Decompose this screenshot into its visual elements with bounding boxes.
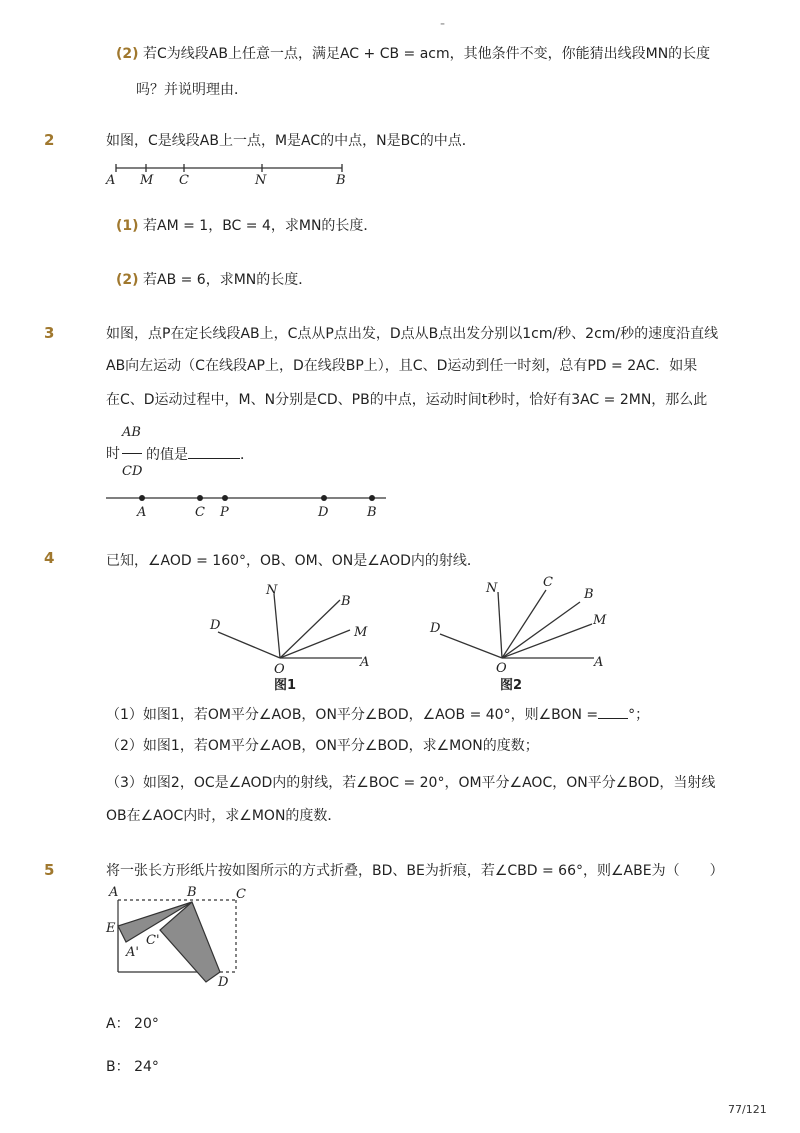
q5-label-c: C: [236, 887, 246, 902]
q3-fraction-bar: [122, 453, 142, 454]
q5-label-d: D: [218, 975, 229, 990]
q2-label-m: M: [140, 173, 154, 188]
q5-stem: [106, 861, 724, 881]
q4-f2-label-a: A: [594, 655, 604, 670]
q4-figure-1: [200, 578, 390, 694]
q2-label-c: C: [179, 173, 189, 188]
q3-line4-b: [146, 444, 254, 465]
q4-f2-ray-oc: [502, 590, 546, 658]
q5-option-a[interactable]: [106, 1013, 159, 1033]
q5-option-b[interactable]: [106, 1056, 159, 1076]
q4-f1-label-d: D: [210, 618, 221, 633]
q3-number: 3: [44, 324, 55, 342]
q5-label-a: A: [109, 885, 119, 900]
q2-label-n: N: [255, 173, 267, 188]
q5-option-a-letter: A：: [106, 1016, 130, 1032]
q4-f1-caption: 图1: [274, 678, 297, 693]
q3-point-c: [197, 495, 203, 501]
q2-label-a: A: [106, 173, 116, 188]
q4-sub2: （2）如图1，若OM平分∠AOB，ON平分∠BOD，求∠MON的度数；: [106, 738, 539, 754]
q4-f1-ray-od: [218, 632, 280, 658]
q4-f2-ray-od: [440, 634, 502, 658]
q3-label-p: P: [220, 505, 229, 520]
q1-sub2-line1: [116, 44, 710, 64]
q3-point-d: [321, 495, 327, 501]
q5-option-b-value: 24°: [134, 1059, 159, 1075]
q3-fraction-numerator: AB: [122, 425, 141, 440]
q4-f2-label-o: O: [496, 661, 507, 676]
q4-f2-label-d: D: [430, 621, 441, 636]
header-dash: -: [440, 16, 446, 32]
q3-label-d: D: [318, 505, 329, 520]
q3-label-c: C: [195, 505, 205, 520]
q5-label-a-prime: A': [126, 945, 139, 960]
q1-sub2-text: 若C为线段AB上任意一点，满足AC + CB = acm，其他条件不变，你能猜出线段MN的长度: [143, 46, 711, 62]
q4-f2-ray-ob: [502, 602, 580, 658]
q4-sub1-end: °；: [628, 707, 650, 723]
q5-option-a-value: 20°: [134, 1016, 159, 1032]
q4-f1-label-b: B: [341, 594, 351, 609]
q5-label-b: B: [187, 885, 197, 900]
q4-f2-ray-om: [502, 624, 592, 658]
q3-line3: 在C、D运动过程中，M、N分别是CD、PB的中点，运动时间t秒时，恰好有3AC = 2MN，那么此: [106, 392, 708, 408]
q5-stem-text: 将一张长方形纸片按如图所示的方式折叠，BD、BE为折痕，若∠CBD = 66°，则∠ABE为（: [106, 863, 680, 879]
q4-sub1-blank: [598, 704, 628, 719]
q2-sub1-text: 若AM = 1，BC = 4，求MN的长度．: [143, 218, 378, 234]
q4-sub3-line1: （3）如图2，OC是∠AOD内的射线，若∠BOC = 20°，OM平分∠AOC，ON平分∠BOD，当射线: [106, 775, 716, 791]
q2-sub2-text: 若AB = 6，求MN的长度．: [143, 272, 313, 288]
q5-label-e: E: [106, 921, 116, 936]
q5-fold-figure: [100, 880, 260, 992]
q1-sub2-line2: 吗？并说明理由．: [136, 82, 248, 98]
q3-line4-text: 的值是: [146, 447, 188, 463]
q4-sub1: [106, 704, 649, 725]
q4-f2-label-c: C: [543, 575, 553, 590]
q3-line1: 如图，点P在定长线段AB上，C点从P点出发，D点从B点出发分别以1cm/秒、2cm/秒的速度沿直线: [106, 326, 719, 342]
q3-label-a: A: [137, 505, 147, 520]
q3-answer-blank: [188, 444, 240, 459]
q4-f1-label-n: N: [266, 583, 278, 598]
q4-f1-ray-on: [274, 594, 280, 658]
q5-stem-end: ）: [709, 863, 724, 879]
q1-sub2-number: (2): [116, 46, 139, 62]
q5-label-c-prime: C': [146, 933, 160, 948]
q4-f1-label-a: A: [360, 655, 370, 670]
q4-figure-2: [422, 572, 622, 694]
q4-f2-label-n: N: [486, 581, 498, 596]
q5-option-b-letter: B：: [106, 1059, 130, 1075]
q2-number: 2: [44, 131, 55, 149]
q4-f2-ray-on: [498, 592, 502, 658]
q3-line-figure: [100, 488, 400, 522]
q4-number: 4: [44, 549, 55, 567]
q3-label-b: B: [367, 505, 377, 520]
q2-label-b: B: [336, 173, 346, 188]
q3-point-b: [369, 495, 375, 501]
q4-f1-label-o: O: [274, 662, 285, 677]
q4-f1-label-m: M: [354, 625, 368, 640]
q4-sub3-line2: OB在∠AOC内时，求∠MON的度数．: [106, 808, 342, 824]
q4-sub1-text: （1）如图1，若OM平分∠AOB，ON平分∠BOD，∠AOB = 40°，则∠BON =: [106, 707, 599, 723]
q5-number: 5: [44, 861, 55, 879]
q3-line4-end: ．: [240, 447, 254, 463]
q2-sub2-number: (2): [116, 272, 139, 288]
q4-stem: 已知，∠AOD = 160°，OB、OM、ON是∠AOD内的射线．: [106, 553, 481, 569]
q3-line4-a: 时: [106, 446, 120, 462]
q2-sub1: [116, 216, 377, 236]
q4-f2-caption: 图2: [500, 678, 523, 693]
q4-f2-label-m: M: [593, 613, 607, 628]
q2-sub2: [116, 270, 312, 290]
page-number: 77/121: [728, 1103, 767, 1116]
q2-stem: 如图，C是线段AB上一点，M是AC的中点，N是BC的中点．: [106, 133, 476, 149]
q4-f1-ray-om: [280, 630, 350, 658]
q3-line2: AB向左运动（C在线段AP上，D在线段BP上），且C、D运动到任一时刻，总有PD = 2AC．如果: [106, 358, 698, 374]
q3-fraction-denominator: CD: [122, 464, 143, 479]
q2-sub1-number: (1): [116, 218, 139, 234]
q4-f2-label-b: B: [584, 587, 594, 602]
q3-point-a: [139, 495, 145, 501]
q2-segment-figure: [100, 158, 360, 188]
q3-point-p: [222, 495, 228, 501]
q4-f1-ray-ob: [280, 600, 340, 658]
